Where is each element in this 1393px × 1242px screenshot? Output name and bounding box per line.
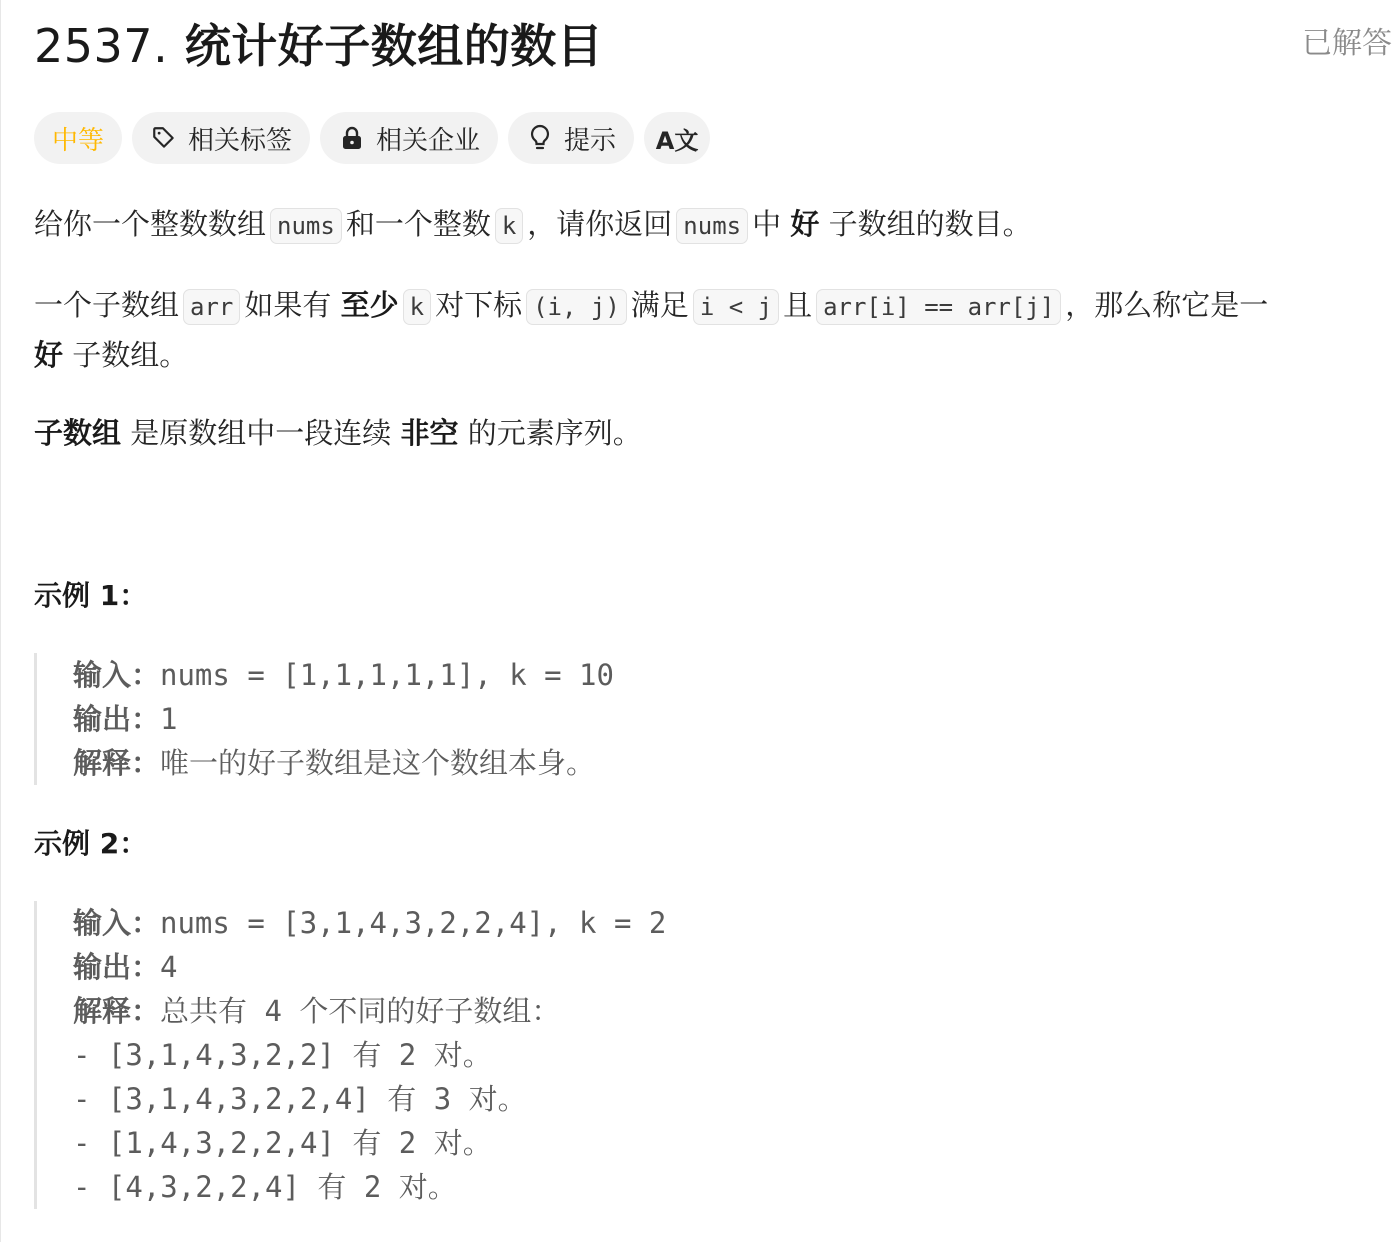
example-output-line	[73, 945, 666, 989]
example-explain-item: - [4,3,2,2,4] 有 2 对。	[73, 1170, 457, 1204]
text: 子数组。	[72, 338, 189, 372]
related-tags-button[interactable]	[132, 112, 310, 164]
bold-text: 非空	[400, 416, 459, 450]
text: ，那么称它是一	[1065, 288, 1269, 322]
example-explain-item: - [3,1,4,3,2,2,4] 有 3 对。	[73, 1082, 527, 1116]
inline-code: k	[495, 208, 523, 244]
explain-value: 唯一的好子数组是这个数组本身。	[160, 746, 596, 780]
inline-code: nums	[676, 208, 748, 244]
example-output-line	[73, 697, 614, 741]
solved-status: 已解答	[1302, 26, 1392, 61]
text: 给你一个整数数组	[34, 207, 267, 241]
input-value: nums = [1,1,1,1,1], k = 10	[160, 658, 614, 692]
inline-code: k	[403, 289, 431, 325]
output-label: 输出：	[73, 702, 161, 736]
text: 如果有	[244, 288, 332, 322]
inline-code: (i, j)	[526, 289, 627, 325]
explain-label: 解释：	[73, 994, 161, 1028]
text: 一个子数组	[34, 288, 180, 322]
bold-text: 至少	[340, 288, 399, 322]
text: 对下标	[435, 288, 523, 322]
output-value: 1	[160, 702, 178, 736]
example-explain-item: - [3,1,4,3,2,2] 有 2 对。	[73, 1038, 492, 1072]
example-input-line	[73, 901, 666, 945]
example-2-title: 示例 2：	[34, 827, 148, 860]
explain-value: 总共有 4 个不同的好子数组：	[160, 994, 561, 1028]
input-value: nums = [3,1,4,3,2,2,4], k = 2	[160, 906, 667, 940]
example-1-block	[34, 653, 614, 785]
inline-code: arr[i] == arr[j]	[816, 289, 1061, 325]
bold-text: 好	[790, 207, 820, 241]
description-paragraph-1	[34, 200, 1393, 250]
description-paragraph-3	[34, 409, 1393, 457]
tag-bar	[34, 112, 710, 164]
text: 子数组的数目。	[828, 207, 1032, 241]
example-1-title: 示例 1：	[34, 579, 148, 612]
difficulty-badge	[34, 112, 122, 164]
text: 是原数组中一段连续	[130, 416, 392, 450]
inline-code: i < j	[693, 289, 779, 325]
lightbulb-icon	[526, 124, 554, 152]
related-companies-button[interactable]	[320, 112, 498, 164]
input-label: 输入：	[73, 658, 161, 692]
description-paragraph-2	[34, 281, 1393, 379]
hints-label: 提示	[564, 125, 617, 156]
output-label: 输出：	[73, 950, 161, 984]
text: 满足	[630, 288, 689, 322]
translate-icon: A文	[655, 126, 699, 155]
example-input-line	[73, 653, 614, 697]
left-panel-border	[0, 0, 1, 1242]
text: 和一个整数	[345, 207, 491, 241]
bold-text: 子数组	[34, 416, 122, 450]
related-companies-label: 相关企业	[376, 125, 481, 156]
title-row	[34, 16, 1392, 76]
problem-name: 统计好子数组的数目	[184, 19, 604, 73]
text: 且	[783, 288, 813, 322]
example-explain-item: - [1,4,3,2,2,4] 有 2 对。	[73, 1126, 492, 1160]
inline-code: arr	[183, 289, 240, 325]
inline-code: nums	[270, 208, 342, 244]
text: 的元素序列。	[467, 416, 642, 450]
problem-number: 2537.	[34, 19, 169, 73]
related-tags-label: 相关标签	[188, 125, 293, 156]
text: ，请你返回	[527, 207, 673, 241]
translate-button[interactable]	[644, 112, 710, 164]
example-explain-line	[73, 989, 666, 1033]
difficulty-label: 中等	[52, 125, 105, 156]
lock-icon	[338, 124, 366, 152]
example-2-block	[34, 901, 666, 1209]
explain-label: 解释：	[73, 746, 161, 780]
problem-title[interactable]	[34, 16, 603, 76]
text: 中	[752, 207, 782, 241]
bold-text: 好	[34, 338, 64, 372]
input-label: 输入：	[73, 906, 161, 940]
output-value: 4	[160, 950, 178, 984]
tag-icon	[150, 124, 178, 152]
hints-button[interactable]	[508, 112, 634, 164]
example-explain-line	[73, 741, 614, 785]
